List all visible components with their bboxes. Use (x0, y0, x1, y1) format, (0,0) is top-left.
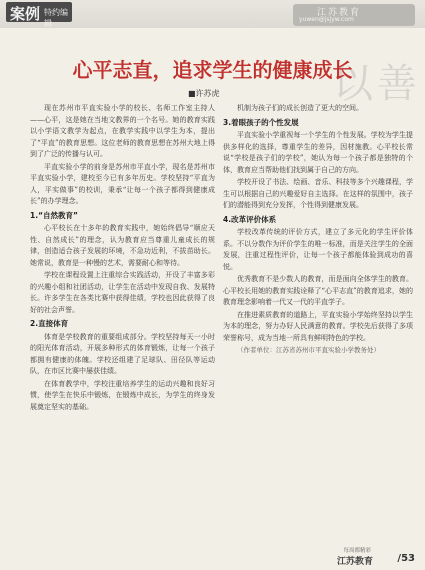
section-heading: 1.“自然教育” (30, 210, 78, 220)
paragraph: 平直实验小学的前身是苏州市平直小学，现名是苏州市平直实验小学，建校至今已有多年历史。学校坚持“平直为人，平实做事”的校训，秉承“让每一个孩子都得到健康成长”的办学理念。 (30, 162, 215, 205)
right-column (223, 103, 413, 358)
paragraph: 心平校长在十多年的教育实践中，她始终倡导“顺应天性、自然成长”的理念，认为教育应当尊重儿童成长的规律，创造适合孩子发展的环境，不急功近利，不拔苗助长。她常说，教育是一种慢的艺术，需要耐心和等待。 (30, 224, 215, 267)
paragraph: 平直实验小学重视每一个学生的个性发展。学校为学生提供多样化的选择，尊重学生的差异，因材施教。心平校长常说“学校是孩子们的学校”，她认为每一个孩子都是独特的个体，教育应当帮助他们找到属于自己的方向。 (223, 131, 413, 174)
author-note: （作者单位：江苏省苏州市平直实验小学教务处） (237, 346, 380, 354)
paragraph: 学校在课程设置上注重综合实践活动，开设了丰富多彩的兴趣小组和社团活动，让学生在活动中发现自我、发展特长。许多学生在各类比赛中获得佳绩，学校也因此获得了良好的社会声誉。 (30, 271, 215, 314)
ghost-watermark: 以善 (333, 61, 421, 107)
page-footer (0, 548, 425, 570)
footer-mini-label: 每周都精彩 (343, 548, 371, 554)
section-heading: 4.改革评价体系 (223, 214, 277, 224)
paragraph: 现在苏州市平直实验小学的校长、名师工作室主持人——心平，这是她在当地文教界的一个名号。她的教育实践以小学语文教学为起点，在教学实践中以学生为本，提出了“平直”的教育思想。这位老师的教育思想在苏州大地上得到了广泛的传播与认可。 (30, 104, 215, 158)
column-tag-editor: 特约编辑 (44, 8, 68, 28)
brand-name: 江苏教育 (317, 8, 362, 18)
paragraph: 优秀教育不是少数人的教育，而是面向全体学生的教育。心平校长用她的教育实践诠释了“心平志直”的教育追求，她的教育理念影响着一代又一代的平直学子。 (223, 275, 413, 306)
paragraph: 体育是学校教育的重要组成部分。学校坚持每天一小时的阳光体育活动，开展多种形式的体育锻炼，让每一个孩子都拥有健康的体魄。学校还组建了足球队、田径队等运动队，在市区比赛中屡获佳绩。 (30, 332, 215, 375)
brand-email: yuwen@jsjyw.com (299, 16, 354, 23)
page-number: /53 (397, 553, 415, 564)
section-heading: 2.直接体育 (30, 319, 69, 328)
article-author: ■许苏虎 (188, 89, 220, 98)
paragraph: 在推进素质教育的道路上，平直实验小学始终坚持以学生为本的理念，努力办好人民满意的教育。学校先后获得了多项荣誉称号，成为当地一所具有鲜明特色的学校。 (223, 310, 413, 342)
header-band (0, 0, 425, 28)
left-column (30, 103, 215, 414)
paragraph: 机制为孩子们的成长创造了更大的空间。 (237, 104, 363, 112)
column-tag-main: 案例 (10, 5, 41, 23)
paragraph: 学校改革传统的评价方式，建立了多元化的学生评价体系。不以分数作为评价学生的唯一标准，而是关注学生的全面发展，注重过程性评价，让每一个孩子都能体验到成功的喜悦。 (223, 228, 413, 271)
paragraph: 在体育教学中，学校注重培养学生的运动兴趣和良好习惯，使学生在快乐中锻炼，在锻炼中成长，为学生的终身发展奠定坚实的基础。 (30, 379, 215, 411)
paragraph: 学校开设了书法、绘画、音乐、科技等多个兴趣课程，学生可以根据自己的兴趣爱好自主选择。在这样的氛围中，孩子们的潜能得到充分发挥，个性得到健康发展。 (223, 178, 413, 209)
brand-box (293, 4, 415, 26)
section-heading: 3.着眼孩子的个性发展 (223, 117, 299, 127)
footer-magazine: 江苏教育 (336, 557, 373, 567)
article-title: 心平志直，追求学生的健康成长 (72, 58, 353, 82)
column-tag (6, 2, 72, 28)
